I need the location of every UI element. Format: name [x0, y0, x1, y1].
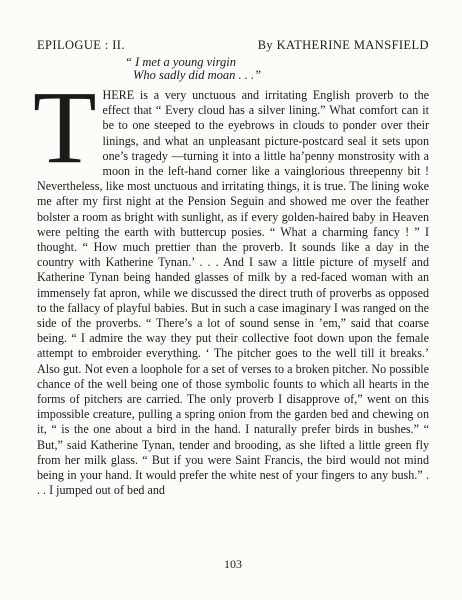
page-number: 103	[224, 557, 242, 571]
epigraph	[125, 56, 429, 82]
epigraph-line-1: “ I met a young virgin	[125, 55, 236, 69]
running-header	[37, 38, 429, 54]
section-title: EPILOGUE : II.	[37, 38, 125, 52]
drop-cap: T	[33, 70, 97, 185]
page	[33, 38, 429, 498]
epigraph-line-2: Who sadly did moan . . .”	[133, 68, 262, 82]
author-byline: By KATHERINE MANSFIELD	[257, 38, 429, 52]
body-paragraph: HERE is a very unctuous and irritating English proverb to the effect that “ Every cloud has a silver lining.” What comfort can it be to one steeped to the eyebrows in clouds to ponder over their linings, and what an unpleasant picture-postcard seal it sets upon one’s tragedy —turning it into a little ha’penny monstrosity with a moon in the left-hand corner like a vainglorious threepenny bit ! Nevertheless, like most unctuous and irritating things, it is true. The lining woke me after my first night at the Pension Seguin and showed me over the feather bolster a room as bright with sunlight, as if every golden-haired baby in Heaven were pelting the earth with buttercup posies. “ What a charming fancy ! ” I thought. “ How much prettier than the proverb. It sounds like a day in the country with Katherine Tynan.’ . . . And I saw a little picture of myself and Katherine Tynan being handed glasses of milk by a red-faced woman with an immensely fat apron, while we discussed the direct truth of proverbs as opposed to the fallacy of playful babies. But in such a case imaginary I was ranged on the side of the proverbs. “ There’s a lot of sound sense in ’em,” said that coarse being. “ I admire the way they put their collective foot down upon the female attempt to embroider everything. ‘ The pitcher goes to the well till it breaks.’ Also gut. Not even a loophole for a set of verses to a broken pitcher. No possible chance of the well being one of those symbolic founts to which all hearts in the forms of pitchers are carried. The only proverb I disapprove of,” went on this impossible creature, pulling a spring onion from the garden bed and chewing on it, “ is the one about a bird in the hand. I naturally prefer birds in bushes.” “ But,” said Katherine Tynan, tender and brooding, as she lifted a little green fly from her milk glass. “ But if you were Saint Francis, the bird would not mind being in your hand. It would prefer the white nest of your fingers to any bush.” . . . I jumped out of bed and	[37, 88, 429, 498]
